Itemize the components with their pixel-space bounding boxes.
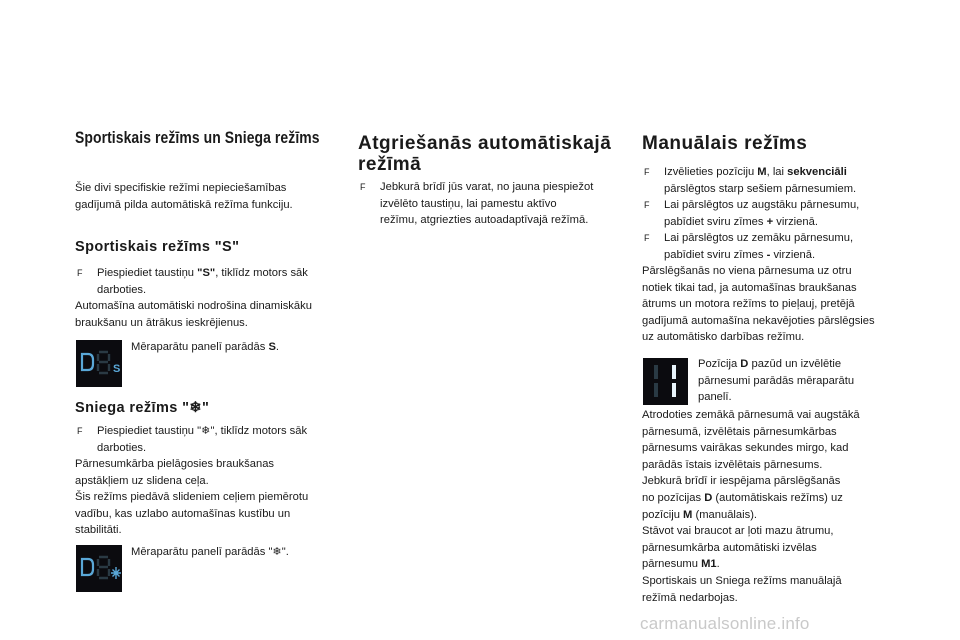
display-d-snowflake-icon	[76, 545, 122, 592]
section-title-manual: Manuālais režīms	[642, 133, 808, 154]
snow-bullet: F Piespiediet taustiņu "❄", tiklīdz motors sāk darboties.	[77, 425, 308, 454]
display-d-s-icon	[76, 340, 122, 387]
manual-bullet-2: F Lai pārslēgtos uz augstāku pārnesumu, pabīdiet sviru zīmes + virzienā.	[644, 199, 860, 228]
bullet-marker: F	[644, 233, 650, 243]
column-sport-snow	[75, 128, 350, 558]
sport-display-caption: Mēraparātu panelī parādās S.	[131, 341, 280, 353]
svg-text:S: S	[113, 363, 121, 375]
sport-bullet: F Piespiediet taustiņu "S", tiklīdz motors sāk darboties.	[77, 267, 308, 296]
manual-display-image	[643, 358, 688, 405]
manual-display-caption: Pozīcija D pazūd un izvēlētie pārnesumi parādās mēraparātu panelī.	[698, 358, 855, 404]
manual-bullet-3: F Lai pārslēgtos uz zemāku pārnesumu, pabīdiet sviru zīmes - virzienā.	[644, 232, 854, 261]
return-auto-bullet: F Jebkurā brīdī jūs varat, no jauna piespiežot izvēlēto taustiņu, lai pamestu aktīvo režīmu, atgriezties autoadaptīvajā režīmā.	[360, 181, 594, 227]
bullet-marker: F	[77, 426, 83, 436]
sport-heading: Sportiskais režīms "S"	[75, 239, 240, 255]
column-return-auto	[358, 133, 626, 227]
bullet-marker: F	[77, 268, 83, 278]
section-title-sport-snow: Sportiskais režīms un Sniega režīms	[75, 128, 320, 147]
manual-text-2: Atrodoties zemākā pārnesumā vai augstākā pārnesumā, izvēlētais pārnesumkārbas pārnesums vairākas sekundes mirgo, kad parādās īstais izvēlētais pārnesums. Jebkurā brīdī ir iespējama pārslēgšanās no pozīcijas D (automātiskais režīms) uz pozīciju M (manuālais). Stāvot vai braucot ar ļoti mazu ātrumu, pārnesumkārba automātiski izvēlas pārnesumu M1. Sportiskais un Sniega režīms manuālajā režīmā nedarbojas.	[642, 409, 860, 604]
manual-bullet-1: F Izvēlieties pozīciju M, lai sekvenciāli pārslēgtos starp sešiem pārnesumiem.	[644, 166, 857, 195]
manual-text-1: Pārslēgšanās no viena pārnesuma uz otru notiek tikai tad, ja automašīnas braukšanas ātrums un motora režīms to pieļauj, pretējā gadījumā automašīna nekavējoties pārslēgsies uz automātisko darbības režīmu.	[642, 265, 875, 344]
snow-display-image	[76, 545, 122, 592]
intro-text: Šie divi specifiskie režīmi nepieciešamības gadījumā pilda automātiskā režīma funkciju.	[75, 182, 293, 211]
display-gear-1-icon	[643, 358, 688, 405]
column-manual	[642, 133, 910, 604]
sport-display-image	[76, 340, 122, 387]
watermark: carmanualsonline.info	[640, 614, 810, 633]
bullet-marker: F	[644, 200, 650, 210]
bullet-marker: F	[644, 167, 650, 177]
snow-display-caption: Mēraparātu panelī parādās "❄".	[131, 546, 289, 558]
snow-text: Pārnesumkārba pielāgosies braukšanas apstākļiem uz slidena ceļa. Šis režīms piedāvā slideniem ceļiem piemērotu vadību, kas uzlabo automašīnas kustību un stabilitāti.	[75, 458, 309, 537]
section-title-return-auto: Atgriešanās automātiskajā režīmā	[358, 133, 612, 175]
snow-heading: Sniega režīms "❄"	[75, 400, 210, 416]
bullet-marker: F	[360, 182, 366, 192]
sport-text: Automašīna automātiski nodrošina dinamiskāku braukšanu un ātrākus ieskrējienus.	[75, 300, 312, 329]
